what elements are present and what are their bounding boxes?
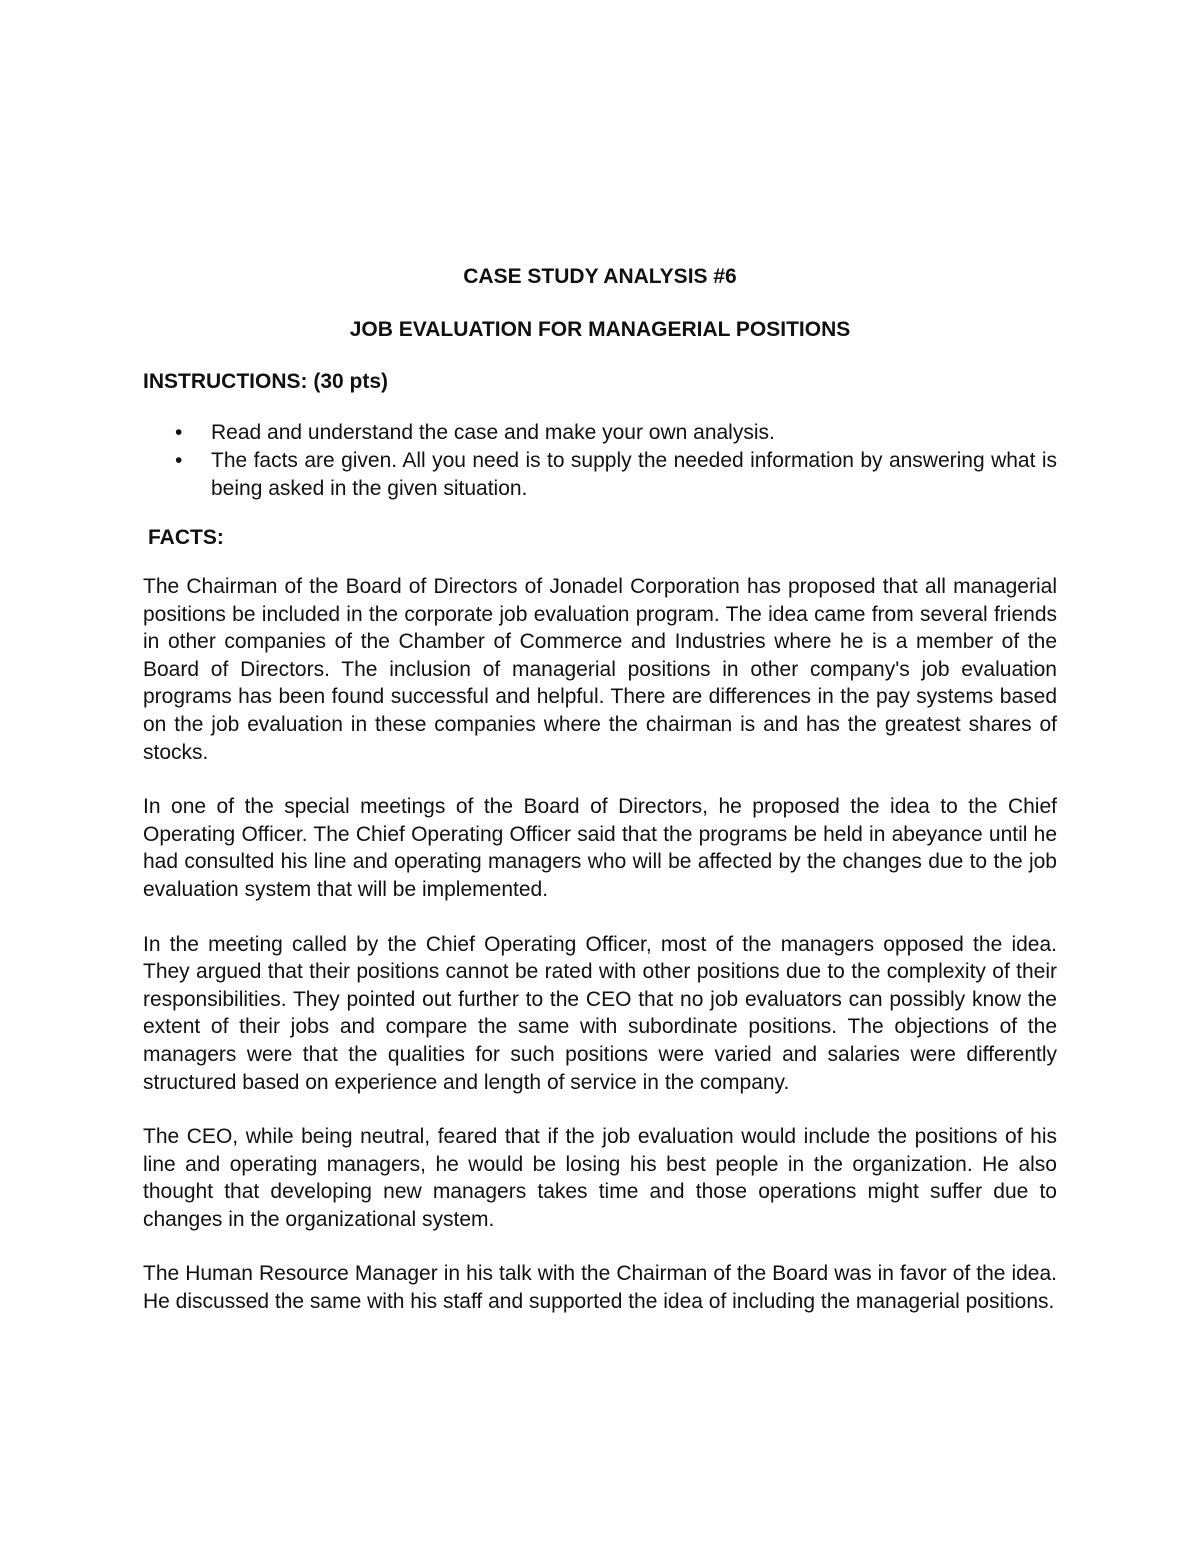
instruction-item: [143, 419, 1057, 447]
facts-body: [143, 573, 1057, 1343]
bullet-icon: •: [175, 421, 183, 444]
instruction-text: The facts are given. All you need is to supply the needed information by answering what is being asked in the given situation.: [211, 449, 1057, 500]
instruction-item: [143, 447, 1057, 503]
instructions-list: [143, 419, 1057, 503]
instructions-heading: INSTRUCTIONS: (30 pts): [143, 370, 389, 393]
document-title: CASE STUDY ANALYSIS #6: [463, 265, 737, 288]
facts-heading: FACTS:: [148, 526, 224, 549]
facts-paragraph: In one of the special meetings of the Board of Directors, he proposed the idea to the Chief Operating Officer. The Chief Operating Officer said that the programs be held in abeyance until he had consulted his line and operating managers who will be affected by the changes due to the job evaluation system that will be implemented.: [143, 795, 1057, 901]
instruction-text: Read and understand the case and make your own analysis.: [211, 421, 775, 444]
facts-paragraph: The CEO, while being neutral, feared that if the job evaluation would include the positions of his line and operating managers, he would be losing his best people in the organization. He also thought that developing new managers takes time and those operations might suffer due to changes in the organizational system.: [143, 1125, 1057, 1231]
document-subtitle: JOB EVALUATION FOR MANAGERIAL POSITIONS: [349, 318, 851, 341]
facts-paragraph: In the meeting called by the Chief Operating Officer, most of the managers opposed the idea. They argued that their positions cannot be rated with other positions due to the complexity of their responsibilities. They pointed out further to the CEO that no job evaluators can possibly know the extent of their jobs and compare the same with subordinate positions. The objections of the managers were that the qualities for such positions were varied and salaries were differently structured based on experience and length of service in the company.: [143, 932, 1057, 1094]
bullet-icon: •: [175, 449, 183, 472]
facts-paragraph: The Human Resource Manager in his talk with the Chairman of the Board was in favor of the idea. He discussed the same with his staff and supported the idea of including the managerial positions.: [143, 1262, 1057, 1314]
facts-paragraph: The Chairman of the Board of Directors of Jonadel Corporation has proposed that all managerial positions be included in the corporate job evaluation program. The idea came from several friends in other companies of the Chamber of Commerce and Industries where he is a member of the Board of Directors. The inclusion of managerial positions in other company's job evaluation programs has been found successful and helpful. There are differences in the pay systems based on the job evaluation in these companies where the chairman is and has the greatest shares of stocks.: [143, 575, 1057, 764]
